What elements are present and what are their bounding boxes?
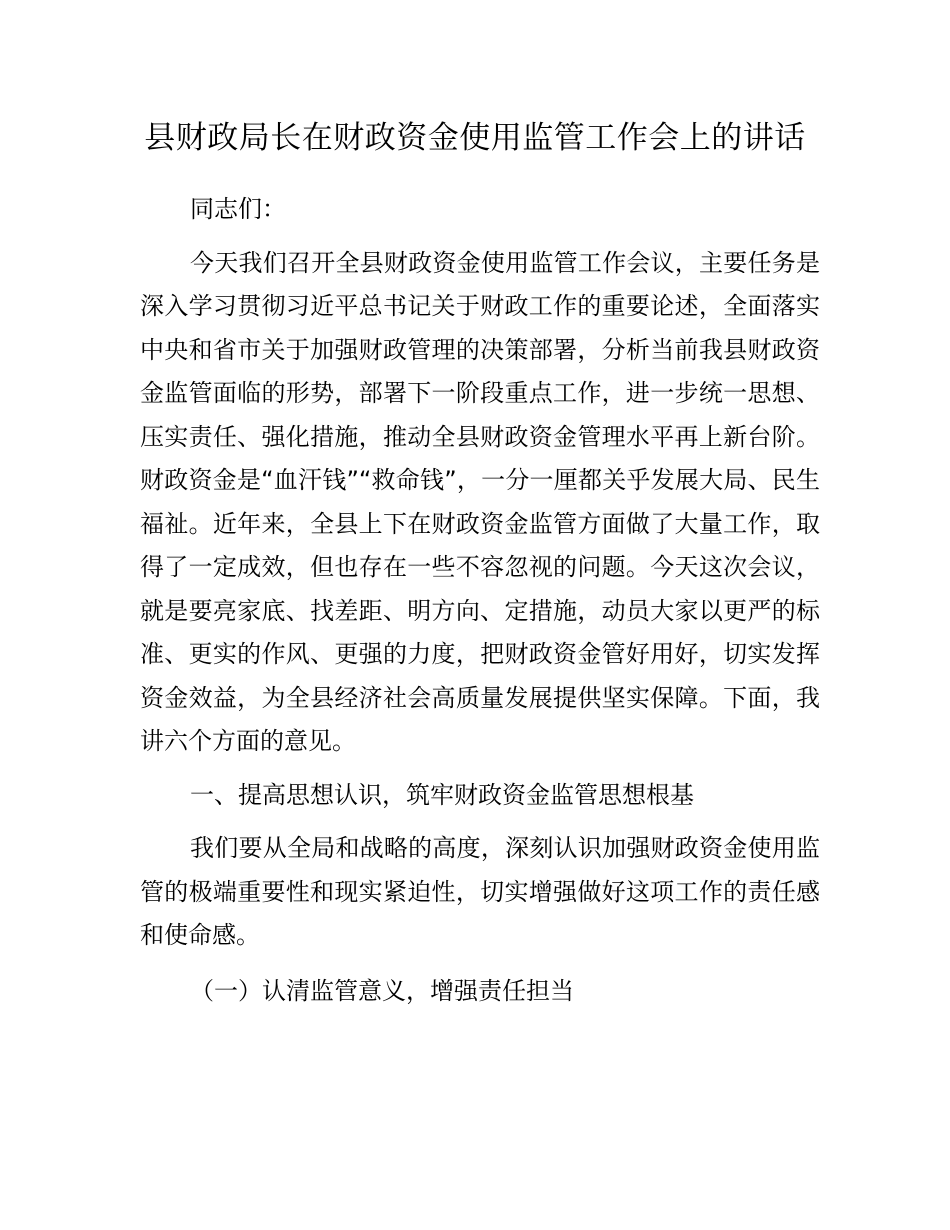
document-title: 县财政局长在财政资金使用监管工作会上的讲话 xyxy=(144,120,806,156)
section-1-paragraph: 我们要从全局和战略的高度，深刻认识加强财政资金使用监管的极端重要性和现实紧迫性，切实增强做好这项工作的责任感和使命感。 xyxy=(140,834,820,949)
document-body xyxy=(140,188,820,1013)
salutation: 同志们： xyxy=(190,195,286,223)
subsection-heading-1: （一）认清监管意义，增强责任担当 xyxy=(190,976,574,1005)
opening-paragraph: 今天我们召开全县财政资金使用监管工作会议，主要任务是深入学习贯彻习近平总书记关于财政工作的重要论述，全面落实中央和省市关于加强财政管理的决策部署，分析当前我县财政资金监管面临的形势，部署下一阶段重点工作，进一步统一思想、压实责任、强化措施，推动全县财政资金管理水平再上新台阶。财政资金是“血汗钱”“救命钱”，一分一厘都关乎发展大局、民生福祉。近年来，全县上下在财政资金监管方面做了大量工作，取得了一定成效，但也存在一些不容忽视的问题。今天这次会议，就是要亮家底、找差距、明方向、定措施，动员大家以更严的标准、更实的作风、更强的力度，把财政资金管好用好，切实发挥资金效益，为全县经济社会高质量发展提供坚实保障。下面，我讲六个方面的意见。 xyxy=(140,248,820,755)
section-heading-1: 一、提高思想认识，筑牢财政资金监管思想根基 xyxy=(190,780,694,809)
